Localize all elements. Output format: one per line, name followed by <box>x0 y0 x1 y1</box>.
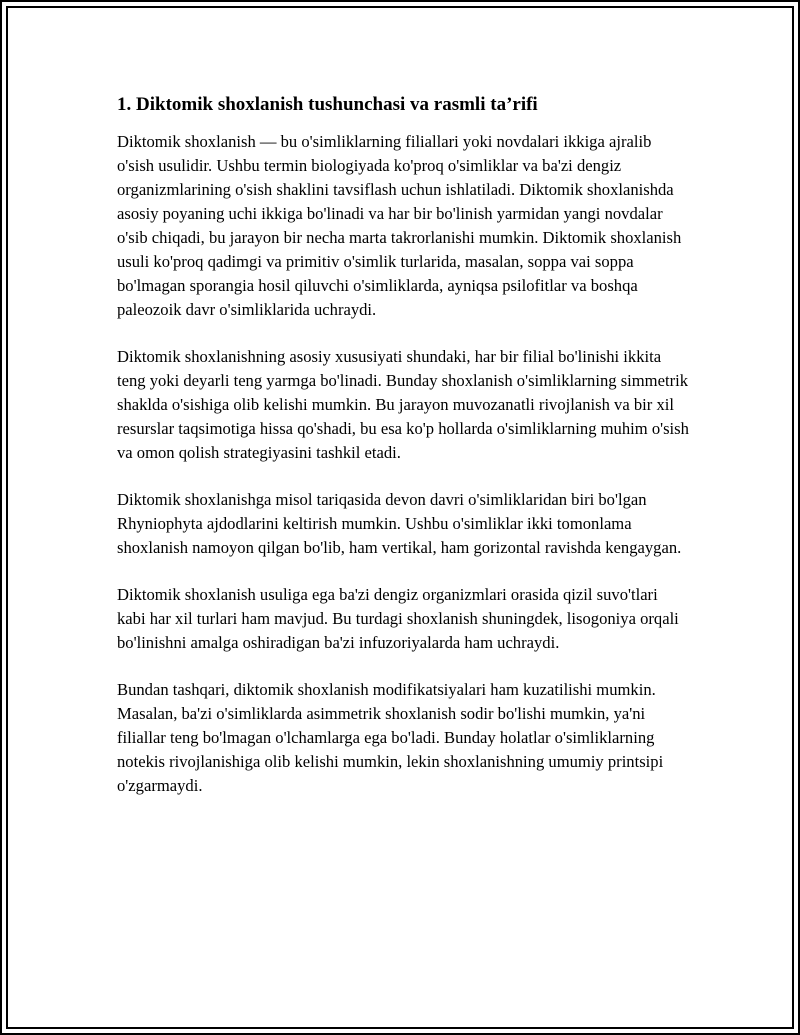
paragraph-1: Diktomik shoxlanish — bu o'simliklarning filiallari yoki novdalari ikkiga ajralib o'sish usulidir. Ushbu termin biologiyada ko'proq o'simliklar va ba'zi dengiz organizmlarining o'sish shaklini tavsiflash uchun ishlatiladi. Diktomik shoxlanishda asosiy poyaning uchi ikkiga bo'linadi va har bir bo'linish yarmidan yangi novdalar o'sib chiqadi, bu jarayon bir necha marta takrorlanishi mumkin. Diktomik shoxlanish usuli ko'proq qadimgi va primitiv o'simlik turlarida, masalan, soppa vai soppa bo'lmagan sporangia hosil qiluvchi o'simliklarda, ayniqsa psilofitlar va boshqa paleozoik davr o'simliklarida uchraydi. <box>117 132 682 319</box>
paragraph-2: Diktomik shoxlanishning asosiy xususiyati shundaki, har bir filial bo'linishi ikkita teng yoki deyarli teng yarmga bo'linadi. Bunday shoxlanish o'simliklarning simmetrik shaklda o'sishiga olib kelishi mumkin. Bu jarayon muvozanatli rivojlanish va bir xil resurslar taqsimotiga hissa qo'shadi, bu esa ko'p hollarda o'simliklarning muhim o'sish va omon qolish strategiyasini tashkil etadi. <box>117 347 689 462</box>
paragraph-3: Diktomik shoxlanishga misol tariqasida devon davri o'simliklaridan biri bo'lgan Rhyniophyta ajdodlarini keltirish mumkin. Ushbu o'simliklar ikki tomonlama shoxlanish namoyon qilgan bo'lib, ham vertikal, ham gorizontal ravishda kengaygan. <box>117 490 682 557</box>
document-body <box>117 92 689 821</box>
paragraph-5: Bundan tashqari, diktomik shoxlanish modifikatsiyalari ham kuzatilishi mumkin. Masalan, ba'zi o'simliklarda asimmetrik shoxlanish sodir bo'lishi mumkin, ya'ni filiallar teng bo'lmagan o'lchamlarga ega bo'ladi. Bunday holatlar o'simliklarning notekis rivojlanishiga olib kelishi mumkin, lekin shoxlanishning umumiy printsipi o'zgarmaydi. <box>117 680 664 795</box>
section-heading: 1. Diktomik shoxlanish tushunchasi va rasmli ta’rifi <box>117 94 538 115</box>
paragraph-4: Diktomik shoxlanish usuliga ega ba'zi dengiz organizmlari orasida qizil suvo'tlari kabi har xil turlari ham mavjud. Bu turdagi shoxlanish shuningdek, lisogoniya orqali bo'linishni amalga oshiradigan ba'zi infuzoriyalarda ham uchraydi. <box>117 585 679 652</box>
